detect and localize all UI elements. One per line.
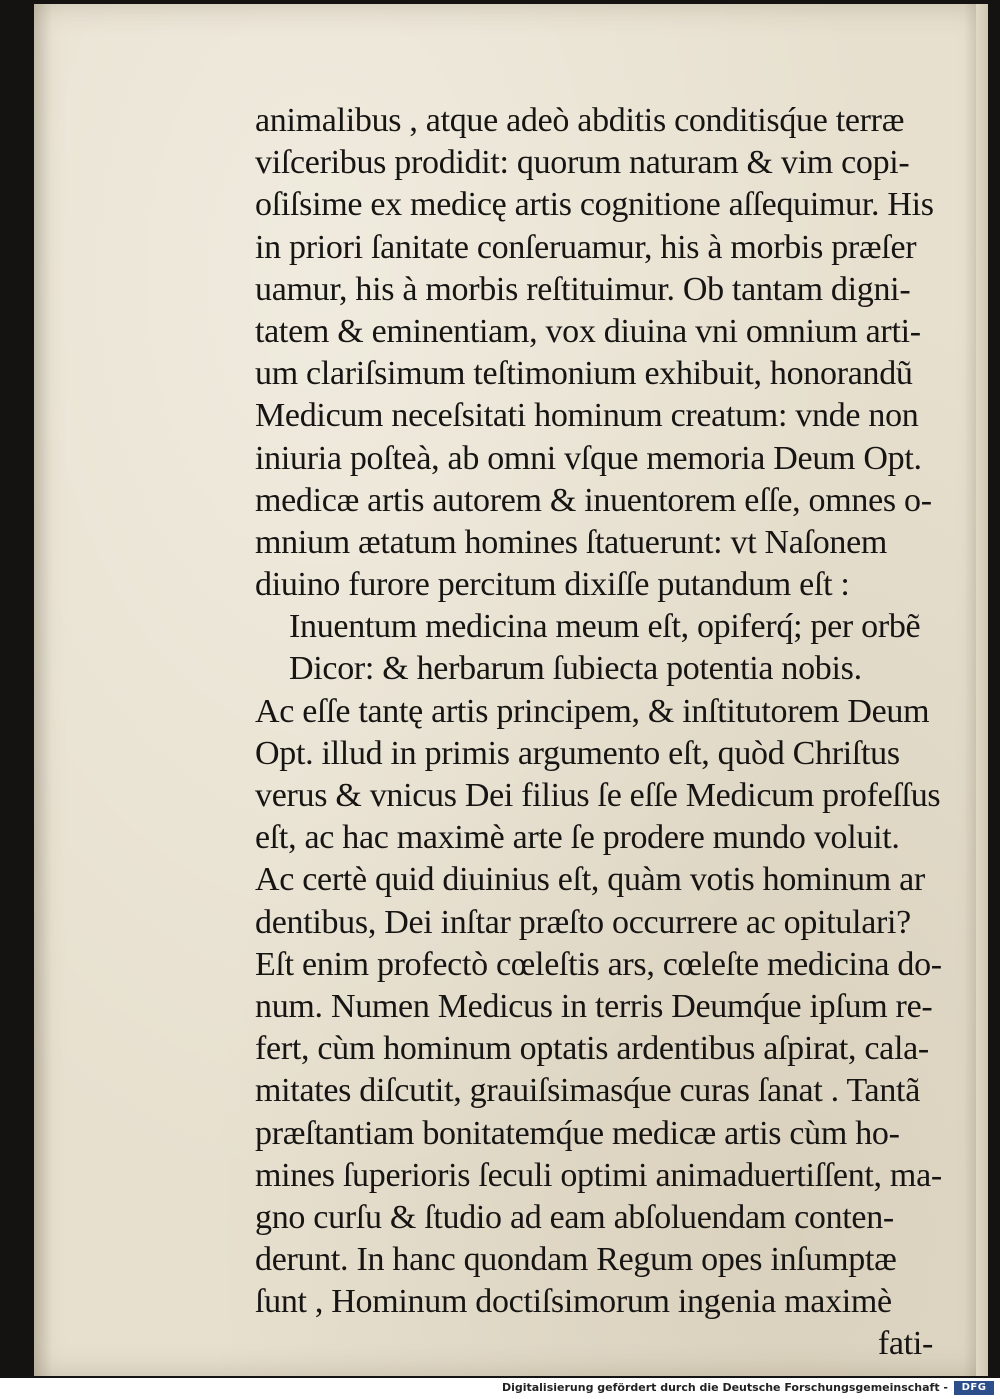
text-line: verus & vnicus Dei filius ſe eſſe Medicum profeſſus [255, 777, 941, 814]
text-line: Eſt enim profectò cœleſtis ars, cœleſte medicina do- [255, 945, 942, 983]
text-line: mines ſuperioris ſeculi optimi animaduertiſſent, ma- [255, 1156, 942, 1194]
funding-credit: Digitalisierung gefördert durch die Deutsche Forschungsgemeinschaft - [501, 1381, 948, 1394]
text-line: eſt, ac hac maximè arte ſe prodere mundo voluit. [255, 819, 900, 857]
text-line: viſceribus prodidit: quorum naturam & vim copi- [255, 144, 910, 182]
text-line: Ac eſſe tantę artis principem, & inſtitutorem Deum [255, 692, 930, 730]
text-line: diuino furore percitum dixiſſe putandum eſt : [255, 566, 850, 604]
page-edge [976, 4, 988, 1376]
text-line: gno curſu & ſtudio ad eam abſoluendam conten- [255, 1198, 894, 1236]
text-line: medicæ artis autorem & inuentorem eſſe, omnes o- [255, 481, 932, 519]
text-line: mnium ætatum homines ſtatuerunt: vt Naſonem [255, 523, 888, 561]
dfg-logo: DFG [954, 1381, 994, 1395]
text-line: in priori ſanitate conſeruamur, his à morbis præſer [255, 228, 917, 266]
text-line: Ac certè quid diuinius eſt, quàm votis hominum ar [255, 861, 925, 899]
verse-line: Inuentum medicina meum eſt, opiferq́; per orbẽ [289, 608, 921, 646]
text-line: um clariſsimum teſtimonium exhibuit, honorandũ [255, 355, 913, 393]
text-line: Opt. illud in primis argumento eſt, quòd Chriſtus [255, 734, 900, 772]
text-line: fert, cùm hominum optatis ardentibus aſpirat, cala- [255, 1030, 929, 1068]
text-line: dentibus, Dei inſtar præſto occurrere ac opitulari? [255, 903, 911, 941]
catchword: fati- [877, 1325, 933, 1363]
text-line: tatem & eminentiam, vox diuina vni omnium arti- [255, 312, 921, 350]
text-line: animalibus , atque adeò abditis conditisq́ue terræ [255, 102, 905, 139]
text-line: mitates diſcutit, grauiſsimasq́ue curas ſanat . Tantã [255, 1072, 920, 1110]
footer-bar [0, 1378, 1000, 1399]
text-line: num. Numen Medicus in terris Deumq́ue ipſum re- [255, 987, 933, 1025]
verse-line: Dicor: & herbarum ſubiecta potentia nobis. [289, 650, 862, 688]
text-line: derunt. In hanc quondam Regum opes inſumptæ [255, 1241, 897, 1279]
text-line: oſiſsime ex medicę artis cognitione aſſequimur. His [255, 186, 934, 224]
body-text [255, 100, 942, 1366]
text-line: præſtantiam bonitatemq́ue medicæ artis cùm ho- [255, 1114, 900, 1152]
text-line: uamur, his à morbis reſtituimur. Ob tantam digni- [255, 270, 911, 308]
text-line: Medicum neceſsitati hominum creatum: vnde non [255, 397, 919, 435]
text-line: ſunt , Hominum doctiſsimorum ingenia maximè [255, 1283, 892, 1321]
text-line: iniuria poſteà, ab omni vſque memoria Deum Opt. [255, 439, 922, 477]
